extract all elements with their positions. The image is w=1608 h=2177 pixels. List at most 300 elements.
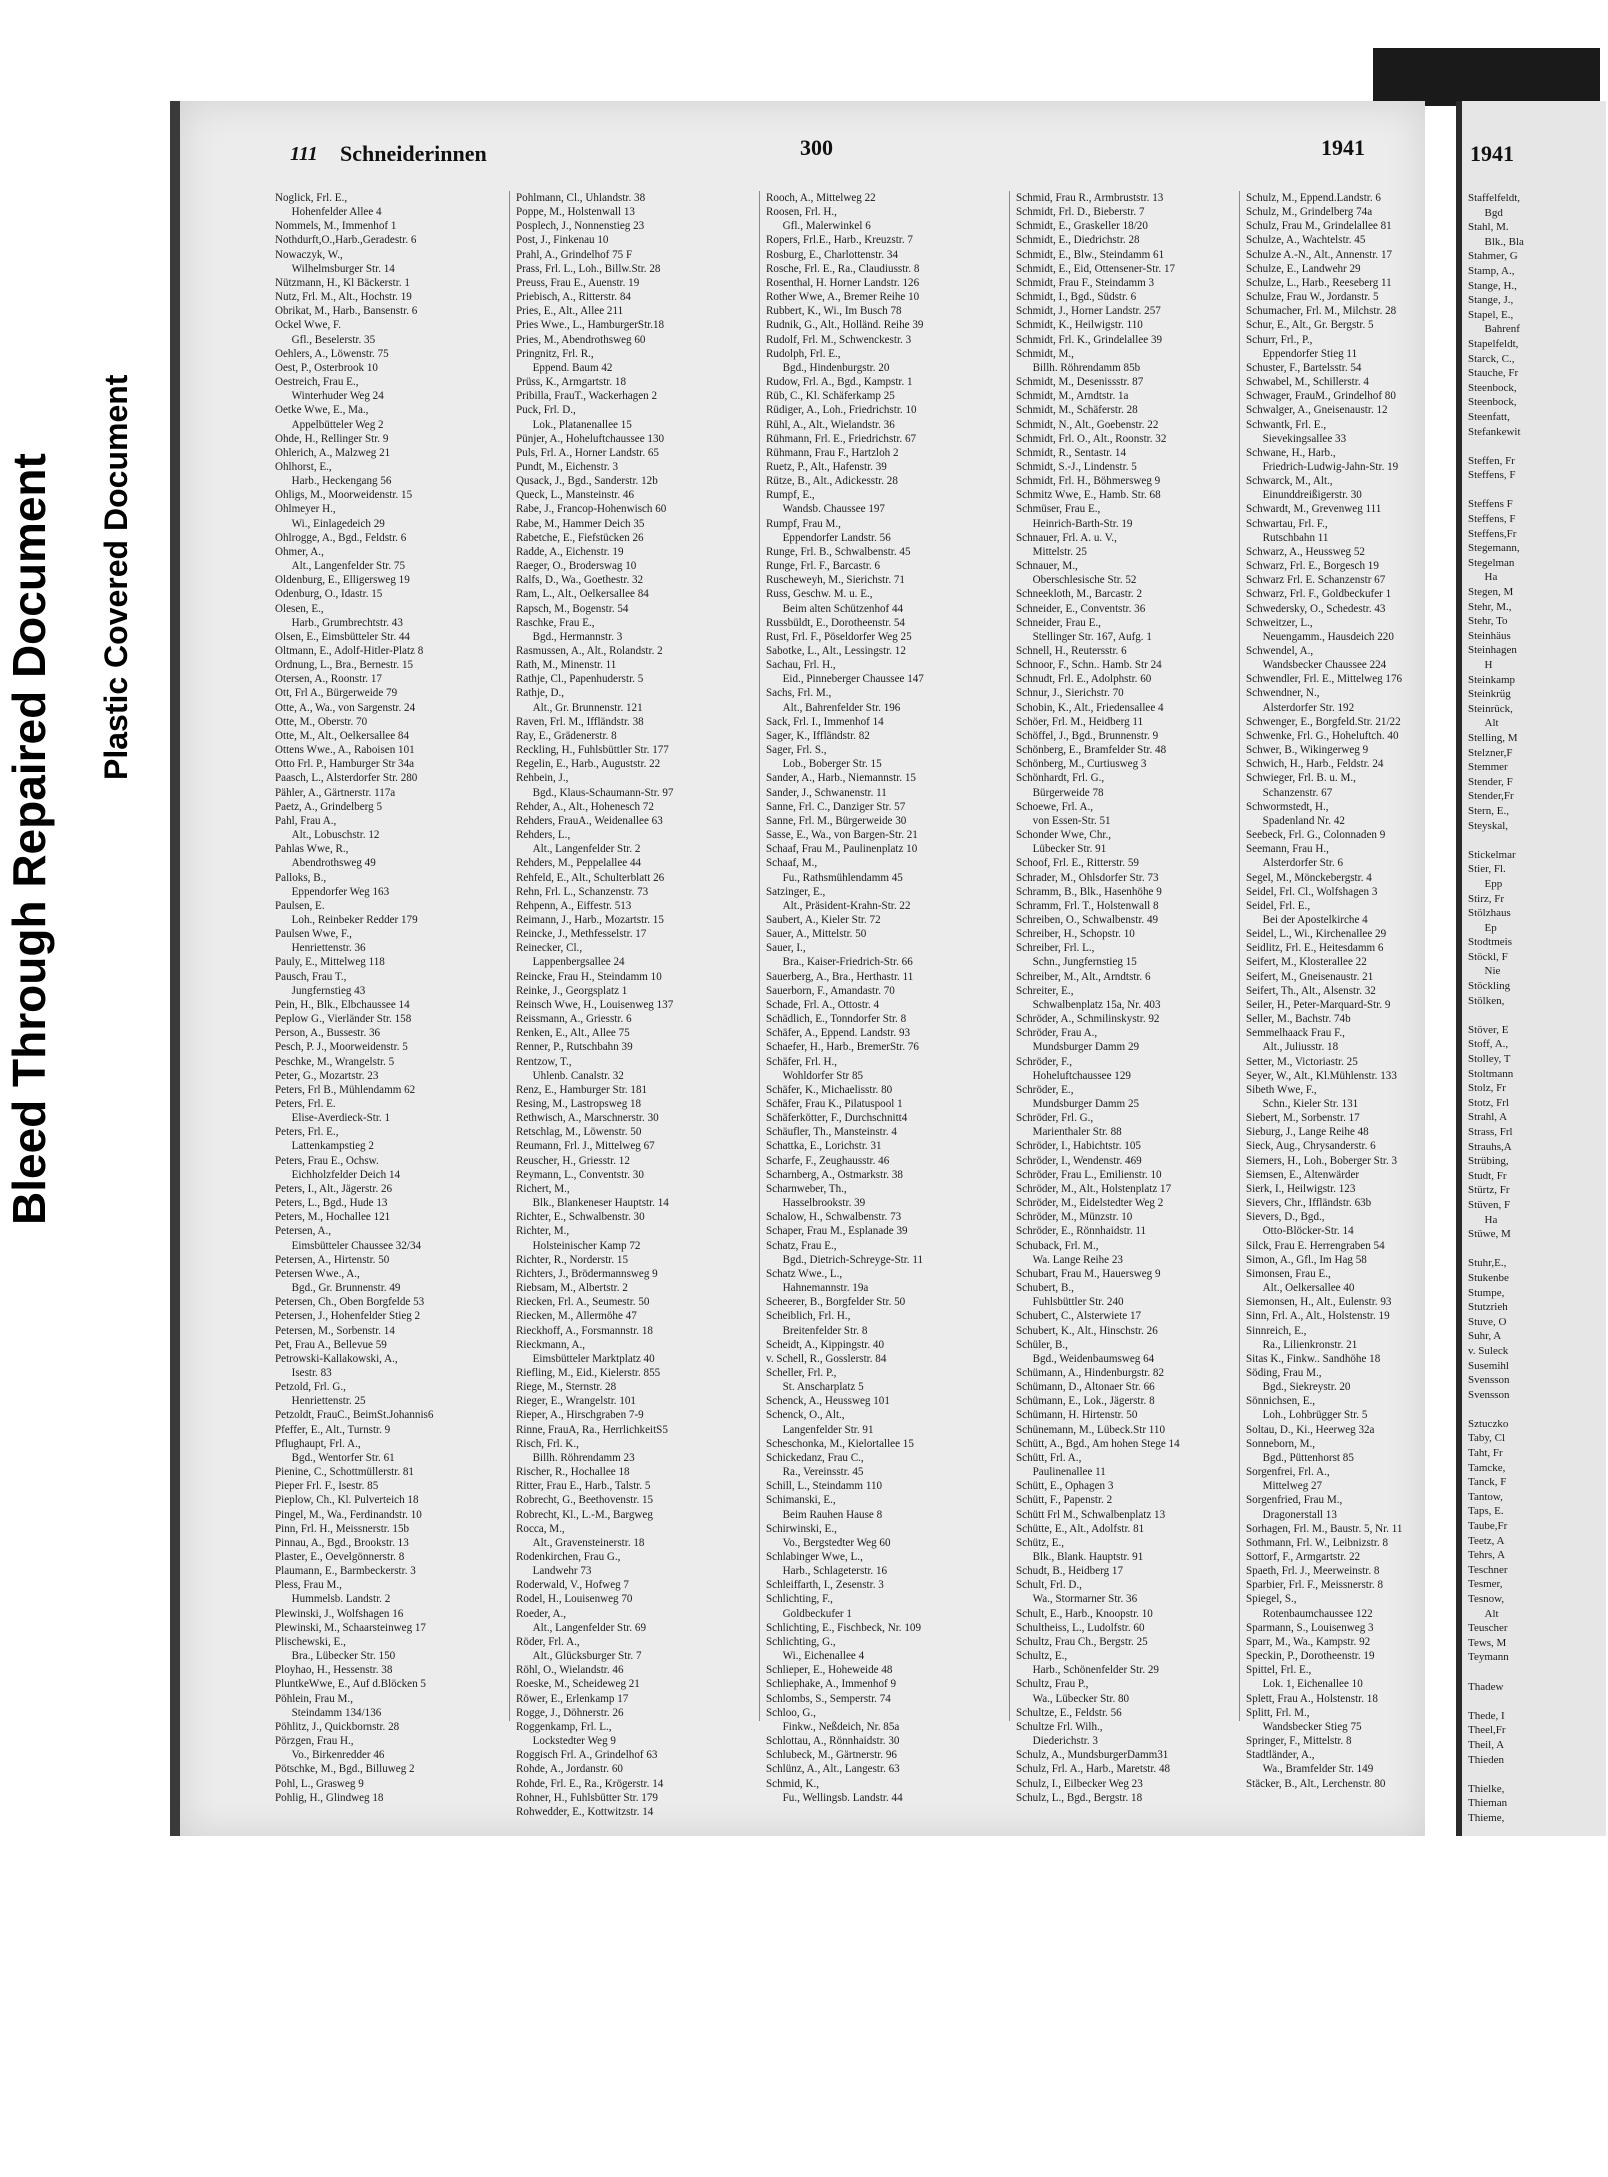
adjacent-entry: Strass, Frl <box>1468 1126 1513 1138</box>
directory-entry: Schwarck, M., Alt., <box>1246 475 1333 488</box>
directory-entry: Rieper, A., Hirschgraben 7-9 <box>516 1409 644 1422</box>
adjacent-entry: Taps, E. <box>1468 1505 1504 1518</box>
directory-entry: Schütz, E., <box>1016 1536 1065 1549</box>
directory-entry: Rieger, E., Wrangelstr. 101 <box>516 1395 636 1408</box>
directory-entry: Pesch, P. J., Moorweidenstr. 5 <box>275 1041 408 1054</box>
adjacent-entry: Stukenbe <box>1468 1271 1509 1284</box>
directory-entry: Pinn, Frl. H., Meissnerstr. 15b <box>275 1522 410 1535</box>
directory-entry: Schröder, M., Eidelstedter Weg 2 <box>1016 1197 1164 1210</box>
directory-entry: Schreiber, M., Alt., Arndtstr. 6 <box>1016 970 1151 983</box>
directory-entry: Schalow, H., Schwalbenstr. 73 <box>766 1211 902 1224</box>
directory-entry: Schultze Frl. Wilh., <box>1016 1720 1103 1733</box>
adjacent-entry: Ep <box>1468 921 1497 934</box>
directory-entry: Pries, M., Abendrothsweg 60 <box>516 333 646 346</box>
directory-entry: Peschke, M., Wrangelstr. 5 <box>275 1055 395 1068</box>
directory-entry: Riebsam, M., Albertstr. 2 <box>516 1282 628 1295</box>
directory-entry: Rühmann, Frau F., Hartzloh 2 <box>766 446 899 459</box>
directory-entry: Schröder, M., Alt., Holstenplatz 17 <box>1016 1182 1172 1195</box>
page-number: 300 <box>800 135 833 160</box>
directory-entry: Queck, L., Mansteinstr. 46 <box>516 489 635 502</box>
directory-entry: Hoheluftchaussee 129 <box>1016 1069 1131 1082</box>
directory-entry: Schöer, Frl. M., Heidberg 11 <box>1016 715 1144 728</box>
directory-entry: Schäufler, Th., Mansteinstr. 4 <box>766 1126 897 1139</box>
directory-entry: Schmidt, Frl. H., Böhmersweg 9 <box>1016 475 1161 488</box>
stamp-bleed-through-label: Bleed Through Repaired Document <box>3 453 55 1225</box>
adjacent-entry: Steffen, Fr <box>1468 454 1515 467</box>
directory-entry: Ockel Wwe, F. <box>275 319 342 332</box>
directory-entry: Seifert, Th., Alt., Alsenstr. 32 <box>1246 984 1376 997</box>
directory-entry: Schade, Frl. A., Ottostr. 4 <box>766 998 880 1011</box>
directory-entry: Ra., Lilienkronstr. 21 <box>1246 1338 1358 1351</box>
directory-entry: Richert, M., <box>516 1182 570 1195</box>
adjacent-entry <box>1468 1402 1608 1417</box>
directory-entry: Stäcker, B., Alt., Lerchenstr. 80 <box>1246 1777 1386 1790</box>
adjacent-entry: Nie <box>1468 965 1501 978</box>
adjacent-entry: Starck, C., <box>1468 352 1515 365</box>
directory-entry: Soltau, D., Ki., Heerweg 32a <box>1246 1423 1375 1436</box>
directory-entry: Pörzgen, Frau H., <box>275 1735 354 1748</box>
directory-entry: Alt., Glücksburger Str. 7 <box>516 1650 642 1663</box>
directory-entry: Raschke, Frau E., <box>516 616 595 629</box>
directory-entry: Bürgerweide 78 <box>1016 786 1104 799</box>
adjacent-entry: Stange, H., <box>1468 279 1517 292</box>
directory-entry: Sievekingsallee 33 <box>1246 432 1347 445</box>
directory-entry: Peters, Frl. E. <box>275 1098 336 1110</box>
directory-entry: Schloo, G., <box>766 1706 816 1719</box>
directory-entry: Rehn, Frl. L., Schanzenstr. 73 <box>516 885 649 898</box>
directory-entry: Sparr, M., Wa., Kampstr. 92 <box>1246 1635 1371 1648</box>
directory-entry: Pflughaupt, Frl. A., <box>275 1437 361 1450</box>
directory-entry: Nutz, Frl. M., Alt., Hochstr. 19 <box>275 291 412 304</box>
directory-entry: Schröder, F., <box>1016 1055 1072 1068</box>
directory-entry: Petersen, Ch., Oben Borgfelde 53 <box>275 1296 425 1309</box>
directory-entry: Plewinski, J., Wolfshagen 16 <box>275 1607 404 1620</box>
directory-entry: Sothmann, Frl. W., Leibnizstr. 8 <box>1246 1536 1389 1549</box>
directory-entry: Isestr. 83 <box>275 1366 332 1379</box>
directory-entry: Reimann, J., Harb., Mozartstr. 15 <box>516 913 664 926</box>
directory-entry: Simon, A., Gfl., Im Hag 58 <box>1246 1253 1367 1266</box>
directory-entry: Ployhao, H., Hessenstr. 38 <box>275 1664 393 1677</box>
directory-entry: Wa., Bramfelder Str. 149 <box>1246 1763 1374 1776</box>
adjacent-entry: Thieden <box>1468 1753 1505 1766</box>
directory-entry: v. Schell, R., Gosslerstr. 84 <box>766 1352 887 1365</box>
directory-entry: Pieplow, Ch., Kl. Pulverteich 18 <box>275 1494 419 1507</box>
directory-entry: Otte, A., Wa., von Sargenstr. 24 <box>275 701 416 714</box>
adjacent-entry: Taht, Fr <box>1468 1447 1503 1460</box>
directory-entry: Bgd., Hermannstr. 3 <box>516 630 623 643</box>
directory-entry: Sorgenfried, Frau M., <box>1246 1494 1343 1507</box>
directory-entry: Schubert, B., <box>1016 1282 1074 1295</box>
directory-entry: Priebisch, A., Ritterstr. 84 <box>516 291 631 304</box>
directory-entry: Prass, Frl. L., Loh., Billw.Str. 28 <box>516 262 661 275</box>
directory-entry: Wa., Lübecker Str. 80 <box>1016 1692 1130 1705</box>
adjacent-entry: Stotz, Frl <box>1468 1096 1509 1109</box>
directory-entry: Rudnik, G., Alt., Holländ. Reihe 39 <box>766 319 924 332</box>
directory-entry: Richter, M., <box>516 1225 570 1238</box>
directory-entry: Nothdurft,O.,Harb.,Geradestr. 6 <box>275 234 417 247</box>
directory-entry: Renz, E., Hamburger Str. 181 <box>516 1083 648 1096</box>
directory-entry: Plaumann, E., Barmbeckerstr. 3 <box>275 1565 416 1578</box>
directory-entry: Seifert, M., Klosterallee 22 <box>1246 956 1367 969</box>
directory-entry: Alt., Gr. Brunnenstr. 121 <box>516 701 643 714</box>
directory-entry: Ruetz, P., Alt., Hafenstr. 39 <box>766 460 887 473</box>
entry-column-5 <box>1239 191 1426 1790</box>
adjacent-entry: Stahl, M. <box>1468 221 1509 234</box>
directory-entry: Alt., Präsident-Krahn-Str. 22 <box>766 899 911 912</box>
directory-entry: Rathje, D., <box>516 687 565 700</box>
directory-entry: Rosburg, E., Charlottenstr. 34 <box>766 248 898 261</box>
directory-entry: Schnauer, Frl. A. u. V., <box>1016 531 1117 544</box>
scan-edge-shadow <box>1373 48 1600 106</box>
directory-entry: Schwenger, E., Borgfeld.Str. 21/22 <box>1246 715 1401 728</box>
directory-entry: Schultze, E., Feldstr. 56 <box>1016 1706 1122 1719</box>
section-number: 111 <box>290 143 318 165</box>
directory-entry: Roeder, A., <box>516 1607 567 1620</box>
directory-entry: Olsen, E., Eimsbütteler Str. 44 <box>275 630 410 643</box>
directory-entry: Schreiben, O., Schwalbenstr. 49 <box>1016 913 1159 926</box>
directory-entry: Seidlitz, Frl. E., Heitesdamm 6 <box>1246 942 1384 955</box>
adjacent-entry: Stender, F <box>1468 775 1513 788</box>
directory-entry: Seifert, M., Gneisenaustr. 21 <box>1246 970 1374 983</box>
directory-entry: Simonsen, Frau E., <box>1246 1267 1331 1280</box>
directory-entry: Hasselbrookstr. 39 <box>766 1197 866 1210</box>
directory-entry: Gfl., Beselerstr. 35 <box>275 333 376 346</box>
directory-entry: Silck, Frau E. Herrengraben 54 <box>1246 1239 1385 1252</box>
directory-entry: Rehders, M., Peppelallee 44 <box>516 857 642 870</box>
adjacent-entry: Staffelfeldt, <box>1468 192 1521 204</box>
directory-entry: Raeger, O., Broderswag 10 <box>516 560 637 573</box>
directory-entry: Roeske, M., Scheideweg 21 <box>516 1678 640 1691</box>
directory-entry: Schumacher, Frl. M., Milchstr. 28 <box>1246 305 1397 318</box>
directory-entry: Diederichstr. 3 <box>1016 1735 1098 1748</box>
directory-entry: Schmidt, S.-J., Lindenstr. 5 <box>1016 460 1137 473</box>
directory-entry: Seidel, Frl. Cl., Wolfshagen 3 <box>1246 885 1378 898</box>
directory-entry: Wa. Lange Reihe 23 <box>1016 1253 1123 1266</box>
directory-entry: Pötschke, M., Bgd., Billuweg 2 <box>275 1763 415 1776</box>
directory-entry: Schröder, Frau L., Emilienstr. 10 <box>1016 1168 1162 1181</box>
directory-entry: Schill, L., Steindamm 110 <box>766 1480 883 1493</box>
directory-entry: Reinsch Wwe, H., Louisenweg 137 <box>516 998 674 1011</box>
directory-entry: Röhl, O., Wielandstr. 46 <box>516 1664 624 1677</box>
directory-entry: Rumpf, E., <box>766 489 815 502</box>
directory-entry: Oehlers, A., Löwenstr. 75 <box>275 347 389 360</box>
directory-entry: Pries Wwe., L., HamburgerStr.18 <box>516 319 665 332</box>
directory-entry: Lok., Platanenallee 15 <box>516 418 632 431</box>
directory-entry: Einunddreißigerstr. 30 <box>1246 489 1362 502</box>
directory-entry: Bgd., Dietrich-Schreyge-Str. 11 <box>766 1253 924 1266</box>
adjacent-entry: Svensson <box>1468 1388 1510 1401</box>
directory-entry: Pieper Frl. F., Isestr. 85 <box>275 1480 379 1493</box>
directory-entry: Sievers, Chr., Iffländstr. 63b <box>1246 1197 1372 1210</box>
directory-entry: Schuster, F., Bartelsstr. 54 <box>1246 361 1362 374</box>
directory-entry: Schwalger, A., Gneisenaustr. 12 <box>1246 404 1388 417</box>
directory-entry: Schubert, C., Alsterwiete 17 <box>1016 1310 1142 1323</box>
directory-entry: Ruscheweyh, M., Sierichstr. 71 <box>766 574 905 587</box>
directory-entry: Rehbein, J., <box>516 772 569 785</box>
directory-entry: Otto-Blöcker-Str. 14 <box>1246 1225 1354 1238</box>
directory-entry: Pauly, E., Mittelweg 118 <box>275 956 385 969</box>
directory-entry: Sauer, I., <box>766 942 806 955</box>
directory-entry: Wi., Einlagedeich 29 <box>275 517 385 530</box>
directory-entry: Pfeffer, E., Alt., Turnstr. 9 <box>275 1423 391 1436</box>
directory-entry: Bgd., Klaus-Schaumann-Str. 97 <box>516 786 674 799</box>
directory-entry: Schmitz Wwe, E., Hamb. Str. 68 <box>1016 489 1161 502</box>
directory-entry: Poppe, M., Holstenwall 13 <box>516 206 635 219</box>
adjacent-entry: Stamp, A., <box>1468 264 1515 277</box>
directory-entry: Pingel, M., Wa., Ferdinandstr. 10 <box>275 1508 422 1521</box>
directory-entry: Sachs, Frl. M., <box>766 687 832 700</box>
directory-entry: Schwantk, Frl. E., <box>1246 418 1327 431</box>
directory-entry: Robrecht, Kl., L.-M., Bargweg <box>516 1508 653 1521</box>
directory-entry: Schirwinski, E., <box>766 1522 837 1535</box>
directory-entry: Schmidt, Frl. O., Alt., Roonstr. 32 <box>1016 432 1167 445</box>
directory-entry: Schulz, A., MundsburgerDamm31 <box>1016 1749 1169 1762</box>
directory-entry: Sinn, Frl. A., Alt., Holstenstr. 19 <box>1246 1310 1390 1323</box>
directory-entry: Pöhlitz, J., Quickbornstr. 28 <box>275 1720 400 1733</box>
directory-entry: Runge, Frl. B., Schwalbenstr. 45 <box>766 545 911 558</box>
directory-entry: Rotenbaumchaussee 122 <box>1246 1607 1373 1620</box>
directory-entry: Paulinenallee 11 <box>1016 1466 1106 1479</box>
directory-entry: Olesen, E., <box>275 602 324 615</box>
directory-entry: Roosen, Frl. H., <box>766 206 837 219</box>
directory-entry: Schreiter, E., <box>1016 984 1074 997</box>
directory-entry: Sitas K., Finkw.. Sandhöhe 18 <box>1246 1352 1381 1365</box>
directory-entry: Ohlhorst, E., <box>275 460 332 473</box>
directory-entry: Schmidt, M., <box>1016 347 1074 360</box>
adjacent-entry: Stahmer, G <box>1468 250 1518 263</box>
directory-entry: Schulz, M., Grindelberg 74a <box>1246 206 1373 219</box>
directory-entry: Schümann, A., Hindenburgstr. 82 <box>1016 1366 1165 1379</box>
adjacent-entry: Tews, M <box>1468 1636 1507 1649</box>
directory-entry: Gfl., Malerwinkel 6 <box>766 220 871 233</box>
directory-entry: Petersen Wwe., A., <box>275 1267 360 1280</box>
directory-page <box>170 101 1425 1836</box>
directory-entry: Rogge, J., Döhnerstr. 26 <box>516 1706 624 1719</box>
directory-entry: Alsterdorfer Str. 192 <box>1246 701 1355 714</box>
directory-entry: Pähler, A., Gärtnerstr. 117a <box>275 786 396 799</box>
entry-columns <box>275 191 1403 1818</box>
adjacent-entry: Stapelfeldt, <box>1468 337 1519 350</box>
directory-entry: Oberschlesische Str. 52 <box>1016 574 1137 587</box>
adjacent-entry: Steyskal, <box>1468 819 1509 832</box>
directory-entry: Marienthaler Str. 88 <box>1016 1126 1122 1139</box>
directory-entry: Reinecker, Cl., <box>516 942 583 955</box>
directory-entry: Richter, R., Norderstr. 15 <box>516 1253 629 1266</box>
directory-entry: Schultz, Frau P., <box>1016 1678 1089 1691</box>
directory-entry: Rohde, A., Jordanstr. 60 <box>516 1763 623 1776</box>
directory-entry: Alt., Oelkersallee 40 <box>1246 1282 1355 1295</box>
directory-entry: Seller, M., Bachstr. 74b <box>1246 1013 1351 1026</box>
section-title: Schneiderinnen <box>340 141 487 166</box>
directory-entry: Pribilla, FrauT., Wackerhagen 2 <box>516 390 658 403</box>
directory-entry: Mundsburger Damm 25 <box>1016 1098 1140 1110</box>
directory-entry: Schobin, K., Alt., Friedensallee 4 <box>1016 701 1164 714</box>
directory-entry: Sorhagen, Frl. M., Baustr. 5, Nr. 11 <box>1246 1522 1403 1535</box>
directory-entry: Roggisch Frl. A., Grindelhof 63 <box>516 1749 658 1762</box>
directory-entry: Schmidt, J., Horner Landstr. 257 <box>1016 305 1161 318</box>
adjacent-entry: Theel,Fr <box>1468 1724 1506 1737</box>
directory-entry: Hummelsb. Landstr. 2 <box>275 1593 391 1606</box>
directory-entry: Rehfeld, E., Alt., Schulterblatt 26 <box>516 871 665 884</box>
adjacent-entry: Steenbock, <box>1468 396 1517 409</box>
adjacent-entry: Stürtz, Fr <box>1468 1184 1510 1197</box>
adjacent-entry: Stegemann, <box>1468 542 1520 555</box>
directory-entry: Lappenbergsallee 24 <box>516 956 625 969</box>
directory-entry: Schulze, E., Landwehr 29 <box>1246 262 1361 275</box>
directory-entry: Schmid, Frau R., Armbruststr. 13 <box>1016 192 1164 204</box>
directory-entry: Rocca, M., <box>516 1522 565 1535</box>
adjacent-entry: Teuscher <box>1468 1622 1508 1635</box>
adjacent-entry: Stirz, Fr <box>1468 892 1505 905</box>
directory-entry: St. Anscharplatz 5 <box>766 1381 864 1394</box>
directory-entry: Landwehr 73 <box>516 1565 592 1578</box>
directory-entry: Bra., Kaiser-Friedrich-Str. 66 <box>766 956 913 969</box>
directory-entry: Setter, M., Victoriastr. 25 <box>1246 1055 1358 1068</box>
directory-entry: Semmelhaack Frau F., <box>1246 1027 1345 1040</box>
directory-entry: Schröder, I., Wendenstr. 469 <box>1016 1154 1142 1167</box>
directory-entry: Oldenburg, E., Elligersweg 19 <box>275 574 410 587</box>
directory-entry: Plaster, E., Oevelgönnerstr. 8 <box>275 1551 405 1563</box>
directory-entry: Schnur, J., Sierichstr. 70 <box>1016 687 1124 700</box>
directory-entry: Schnauer, M., <box>1016 560 1078 573</box>
directory-entry: Schramm, B., Blk., Hasenhöhe 9 <box>1016 885 1162 898</box>
adjacent-entry <box>1468 439 1608 454</box>
directory-entry: Schwalbenplatz 15a, Nr. 403 <box>1016 998 1161 1011</box>
directory-entry: Otto Frl. P., Hamburger Str 34a <box>275 758 415 771</box>
directory-entry: Schreiber, H., Schopstr. 10 <box>1016 928 1135 941</box>
directory-entry: Schmidt, N., Alt., Goebenstr. 22 <box>1016 418 1159 431</box>
directory-entry: Puck, Frl. D., <box>516 404 576 417</box>
adjacent-entry: Stüwe, M <box>1468 1228 1511 1241</box>
directory-entry: Vo., Birkenredder 46 <box>275 1749 385 1762</box>
directory-entry: Schäfer, Frl. H., <box>766 1055 838 1068</box>
directory-entry: Raven, Frl. M., Iffländstr. 38 <box>516 715 644 728</box>
directory-entry: Segel, M., Mönckebergstr. 4 <box>1246 871 1372 884</box>
adjacent-entry: Stegelman <box>1468 556 1515 569</box>
adjacent-entry: Suhr, A <box>1468 1330 1502 1343</box>
directory-entry: Steindamm 134/136 <box>275 1706 382 1719</box>
directory-entry: Spadenland Nr. 42 <box>1246 814 1345 827</box>
adjacent-entry <box>1468 1665 1608 1680</box>
directory-entry: Otte, M., Alt., Oelkersallee 84 <box>275 729 410 742</box>
adjacent-entry: Strauhs,A <box>1468 1140 1512 1153</box>
directory-entry: Schulz, L., Bgd., Bergstr. 18 <box>1016 1791 1143 1804</box>
directory-entry: Schünemann, M., Lübeck.Str 110 <box>1016 1423 1166 1436</box>
directory-entry: Schenck, O., Alt., <box>766 1409 845 1422</box>
directory-entry: Winterhuder Weg 24 <box>275 390 384 403</box>
directory-entry: Schnell, H., Reutersstr. 6 <box>1016 645 1127 657</box>
directory-entry: Harb., Grumbrechtstr. 43 <box>275 616 403 629</box>
directory-entry: Paetz, A., Grindelberg 5 <box>275 800 383 813</box>
directory-entry: Radde, A., Eichenstr. 19 <box>516 545 624 558</box>
directory-entry: Breitenfelder Str. 8 <box>766 1324 868 1337</box>
adjacent-entry: Stuve, O <box>1468 1315 1507 1328</box>
directory-entry: Ohlrogge, A., Bgd., Feldstr. 6 <box>275 531 407 544</box>
directory-entry: Pienine, C., Schottmüllerstr. 81 <box>275 1466 414 1479</box>
adjacent-entry <box>1468 483 1608 498</box>
directory-entry: Bgd., Weidenbaumsweg 64 <box>1016 1352 1155 1365</box>
directory-entry: Sauerborn, F., Amandastr. 70 <box>766 984 895 997</box>
directory-entry: Schröder, I., Habichtstr. 105 <box>1016 1140 1141 1153</box>
adjacent-entry: Stuhr,E., <box>1468 1257 1507 1270</box>
adjacent-entry <box>1468 1242 1608 1257</box>
directory-entry: Schulz, M., Eppend.Landstr. 6 <box>1246 192 1381 204</box>
directory-entry: Schaper, Frau M., Esplanade 39 <box>766 1225 908 1238</box>
directory-entry: Alt., Langenfelder Str. 69 <box>516 1621 647 1634</box>
directory-entry: Peter, G., Mozartstr. 23 <box>275 1069 379 1082</box>
directory-entry: Elise-Averdieck-Str. 1 <box>275 1112 391 1125</box>
directory-entry: Rubbert, K., Wi., Im Busch 78 <box>766 305 902 318</box>
directory-entry: Stellinger Str. 167, Aufg. 1 <box>1016 630 1152 643</box>
directory-entry: Rethwisch, A., Marschnerstr. 30 <box>516 1112 659 1125</box>
adjacent-entry: Stelzner,F <box>1468 746 1513 759</box>
adjacent-entry <box>1468 1008 1608 1023</box>
directory-entry: Schmüser, Frau E., <box>1016 503 1101 516</box>
directory-entry: Sander, A., Harb., Niemannstr. 15 <box>766 772 916 785</box>
directory-entry: Schwich, H., Harb., Feldstr. 24 <box>1246 758 1384 771</box>
directory-entry: Wandsb. Chaussee 197 <box>766 503 885 516</box>
directory-entry: Schröder, A., Schmilinskystr. 92 <box>1016 1013 1160 1026</box>
directory-entry: Rehder, A., Alt., Hohenesch 72 <box>516 800 654 813</box>
directory-entry: Seebeck, Frl. G., Colonnaden 9 <box>1246 829 1386 842</box>
directory-entry: Ray, E., Grädenerstr. 8 <box>516 729 617 742</box>
directory-entry: Schwabel, M., Schillerstr. 4 <box>1246 376 1369 389</box>
adjacent-entry: Tantow, <box>1468 1490 1503 1503</box>
directory-entry: Schümann, E., Lok., Jägerstr. 8 <box>1016 1395 1155 1408</box>
directory-entry: Wilhelmsburger Str. 14 <box>275 262 395 275</box>
directory-entry: Rohwedder, E., Kottwitzstr. 14 <box>516 1805 654 1818</box>
directory-entry: Schudt, B., Heidberg 17 <box>1016 1565 1124 1578</box>
directory-entry: Billh. Röhrendamm 23 <box>516 1451 635 1464</box>
directory-entry: Schmidt, E., Graskeller 18/20 <box>1016 220 1148 233</box>
directory-entry: Springer, F., Mittelstr. 8 <box>1246 1735 1352 1748</box>
directory-entry: Pahl, Frau A., <box>275 814 337 827</box>
directory-entry: Schröder, M., Münzstr. 10 <box>1016 1211 1133 1224</box>
directory-entry: Lattenkampstieg 2 <box>275 1140 374 1153</box>
adjacent-entry: Thadew <box>1468 1680 1504 1693</box>
adjacent-entry: Stolz, Fr <box>1468 1082 1506 1095</box>
directory-entry: Schulze A.-N., Alt., Annenstr. 17 <box>1246 248 1393 261</box>
directory-entry: Schmidt, Frau F., Steindamm 3 <box>1016 276 1155 289</box>
directory-entry: Schlichting, F., <box>766 1593 833 1606</box>
directory-entry: Schmidt, M., Desenissstr. 87 <box>1016 376 1144 389</box>
directory-entry: Jungfernstieg 43 <box>275 984 366 997</box>
directory-entry: Reuscher, H., Griesstr. 12 <box>516 1154 630 1167</box>
directory-entry: Seiler, H., Peter-Marquard-Str. 9 <box>1246 998 1391 1011</box>
directory-entry: Rust, Frl. F., Pöseldorfer Weg 25 <box>766 630 912 643</box>
adjacent-entry: Stoltmann <box>1468 1067 1514 1080</box>
directory-entry: Schulze, L., Harb., Reeseberg 11 <box>1246 276 1392 289</box>
directory-entry: Saubert, A., Kieler Str. 72 <box>766 913 881 926</box>
directory-entry: Reincke, J., Methfesselstr. 17 <box>516 928 647 941</box>
directory-entry: Schütt Frl M., Schwalbenplatz 13 <box>1016 1508 1166 1521</box>
directory-entry: Person, A., Bussestr. 36 <box>275 1027 381 1040</box>
directory-entry: Rutschbahn 11 <box>1246 531 1329 544</box>
directory-entry: Oestreich, Frau E., <box>275 376 359 389</box>
directory-entry: Dragonerstall 13 <box>1246 1508 1337 1521</box>
adjacent-entry: Tamcke, <box>1468 1461 1506 1474</box>
adjacent-entry: Stefankewit <box>1468 425 1521 438</box>
directory-entry: Rabe, M., Hammer Deich 35 <box>516 517 645 530</box>
directory-entry: Holsteinischer Kamp 72 <box>516 1239 641 1252</box>
directory-entry: Schütt, F., Papenstr. 2 <box>1016 1494 1113 1507</box>
directory-entry: Siemsen, E., Altenwärder <box>1246 1168 1360 1181</box>
directory-entry: Petersen, M., Sorbenstr. 14 <box>275 1324 395 1337</box>
directory-entry: Schaaf, M., <box>766 857 818 870</box>
directory-entry: Runge, Frl. F., Barcastr. 6 <box>766 560 881 573</box>
adjacent-entry: Stegen, M <box>1468 586 1514 599</box>
directory-entry: Röwer, E., Erlenkamp 17 <box>516 1692 629 1705</box>
